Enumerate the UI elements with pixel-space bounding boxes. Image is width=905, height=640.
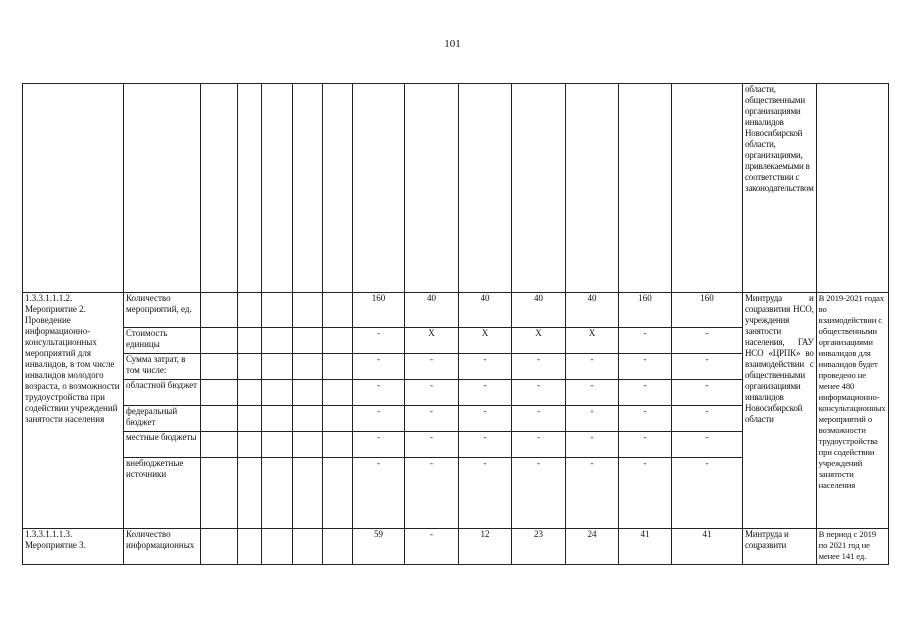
indicator-label: федеральный бюджет — [124, 406, 201, 432]
value-cell: - — [672, 354, 743, 380]
value-cell: X — [512, 328, 566, 354]
executor-cell: Минтруда и соцразвити — [743, 529, 817, 565]
value-cell: 41 — [672, 529, 743, 565]
executor-cell: области, общественными организациями инвалидов Новосибирской области, организациями, привлекаемыми в соответствии с законодательством — [743, 84, 817, 293]
measure-code-name: 1.3.3.1.1.1.2. Мероприятие 2. Проведение информационно-консультационных мероприятий для инвалидов, в том числе инвалидов молодого возраста, о возможности трудоустройства при содействии учреждений занятости населения — [23, 293, 124, 529]
indicator-label: Сумма затрат, в том числе: — [124, 354, 201, 380]
measure-code-name: 1.3.3.1.1.1.3. Мероприятие 3. — [23, 529, 124, 565]
value-cell: - — [619, 328, 672, 354]
value-cell: - — [672, 328, 743, 354]
value-cell: X — [405, 328, 459, 354]
value-cell: - — [619, 354, 672, 380]
value-cell: 59 — [353, 529, 405, 565]
value-cell: 41 — [619, 529, 672, 565]
value-cell: - — [512, 458, 566, 529]
value-cell: - — [459, 380, 512, 406]
continuation-row — [23, 84, 889, 293]
value-cell: - — [672, 380, 743, 406]
value-cell: 40 — [459, 293, 512, 328]
value-cell: 12 — [459, 529, 512, 565]
value-cell: 160 — [619, 293, 672, 328]
value-cell: - — [353, 328, 405, 354]
value-cell: - — [566, 406, 619, 432]
value-cell: - — [405, 432, 459, 458]
value-cell: - — [566, 432, 619, 458]
value-cell: - — [566, 380, 619, 406]
expected-result-cell: В период с 2019 по 2021 год не менее 141 ед. — [816, 529, 888, 565]
value-cell: - — [459, 432, 512, 458]
value-cell: - — [405, 529, 459, 565]
value-cell: - — [405, 406, 459, 432]
value-cell: - — [353, 458, 405, 529]
indicator-label: областной бюджет — [124, 380, 201, 406]
indicator-label: внебюджетные источники — [124, 458, 201, 529]
value-cell: - — [353, 432, 405, 458]
value-cell: - — [405, 354, 459, 380]
value-cell: - — [619, 380, 672, 406]
value-cell: - — [512, 354, 566, 380]
value-cell: - — [512, 380, 566, 406]
indicator-label: Количество информационных — [124, 529, 201, 565]
page-number: 101 — [444, 38, 461, 50]
value-cell: - — [459, 458, 512, 529]
value-cell: 24 — [566, 529, 619, 565]
value-cell: - — [459, 406, 512, 432]
value-cell: - — [619, 458, 672, 529]
value-cell: - — [512, 406, 566, 432]
table-row — [23, 293, 889, 328]
value-cell: 160 — [353, 293, 405, 328]
value-cell: - — [672, 432, 743, 458]
table-row — [23, 529, 889, 565]
indicator-label: Количество мероприятий, ед. — [124, 293, 201, 328]
value-cell: 40 — [512, 293, 566, 328]
value-cell: - — [353, 354, 405, 380]
value-cell: 40 — [566, 293, 619, 328]
value-cell: - — [353, 380, 405, 406]
executor-cell: Минтруда и соцразвития НСО, учреждения занятости населения, ГАУ НСО «ЦРПК» во взаимодействии с общественными организациями инвалидов Новосибирской области — [743, 293, 817, 529]
value-cell: - — [672, 458, 743, 529]
program-measures-table — [22, 83, 889, 565]
value-cell: - — [405, 380, 459, 406]
value-cell: X — [566, 328, 619, 354]
indicator-label: местные бюджеты — [124, 432, 201, 458]
value-cell: - — [566, 354, 619, 380]
value-cell: - — [566, 458, 619, 529]
value-cell: X — [459, 328, 512, 354]
value-cell: - — [512, 432, 566, 458]
value-cell: - — [459, 354, 512, 380]
value-cell: - — [672, 406, 743, 432]
value-cell: 23 — [512, 529, 566, 565]
value-cell: 40 — [405, 293, 459, 328]
indicator-label: Стоимость единицы — [124, 328, 201, 354]
value-cell: - — [353, 406, 405, 432]
value-cell: - — [405, 458, 459, 529]
value-cell: - — [619, 432, 672, 458]
value-cell: - — [619, 406, 672, 432]
value-cell: 160 — [672, 293, 743, 328]
expected-result-cell: В 2019-2021 годах во взаимодействии с общественными организациями инвалидов для инвалидов будет проведено не менее 480 информационно-консультационных мероприятий о возможности трудоустройства при содействии учреждений занятости населения — [816, 293, 888, 529]
